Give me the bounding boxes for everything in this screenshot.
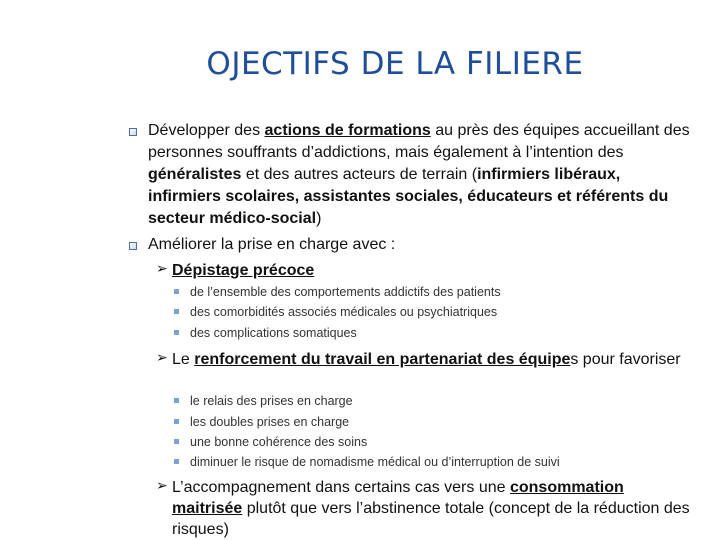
- depistage-item: des comorbidités associés médicales ou psychiatriques: [190, 305, 498, 319]
- renforcement-item: les doubles prises en charge: [190, 415, 350, 429]
- bullet-formations: [148, 120, 696, 230]
- depistage-heading: Dépistage précoce: [172, 262, 315, 279]
- emphasis-acteurs: infirmiers libéraux, infirmiers scolaires, assistantes sociales, éducateurs et référents du secteur médico-social: [148, 166, 669, 227]
- emphasis-formations: actions de formations: [264, 122, 431, 139]
- renforcement-item: le relais des prises en charge: [190, 394, 353, 408]
- text: L’accompagnement dans certains cas vers une: [172, 479, 510, 496]
- small-square-bullet-icon: [174, 398, 179, 403]
- square-bullet-icon: [129, 128, 137, 136]
- small-square-bullet-icon: [174, 309, 179, 314]
- accompagnement-text: [172, 477, 692, 540]
- text: au près des équipes accueillant des personnes souffrants d’addictions, mais également à l’intention des: [148, 122, 690, 161]
- small-square-bullet-icon: [174, 330, 179, 335]
- text: ): [316, 210, 322, 227]
- text: Développer des: [148, 122, 265, 139]
- square-bullet-icon: [129, 242, 137, 250]
- text: s pour favoriser: [570, 351, 681, 368]
- arrow-bullet-icon: ➢: [156, 478, 168, 494]
- arrow-bullet-icon: ➢: [156, 350, 168, 366]
- emphasis-partenariat: renforcement du travail en partenariat des équipe: [194, 351, 571, 368]
- slide-title: OJECTIFS DE LA FILIERE: [206, 46, 584, 82]
- small-square-bullet-icon: [174, 439, 179, 444]
- arrow-bullet-icon: ➢: [156, 261, 168, 277]
- depistage-item: de l’ensemble des comportements addictifs des patients: [190, 285, 501, 299]
- small-square-bullet-icon: [174, 289, 179, 294]
- bullet-prise-en-charge: Améliorer la prise en charge avec :: [148, 236, 396, 253]
- small-square-bullet-icon: [174, 419, 179, 424]
- renforcement-item: une bonne cohérence des soins: [190, 435, 368, 449]
- text: et des autres acteurs de terrain (: [241, 166, 478, 183]
- renforcement-text: [172, 349, 692, 370]
- text: plutôt que vers l’abstinence totale (concept de la réduction des risques): [172, 500, 690, 538]
- small-square-bullet-icon: [174, 459, 179, 464]
- depistage-item: des complications somatiques: [190, 326, 357, 340]
- renforcement-item: diminuer le risque de nomadisme médical ou d’interruption de suivi: [190, 455, 560, 469]
- text: Le: [172, 351, 195, 368]
- emphasis-generalistes: généralistes: [148, 166, 242, 183]
- emphasis-consommation: consommation maitrisée: [172, 479, 624, 517]
